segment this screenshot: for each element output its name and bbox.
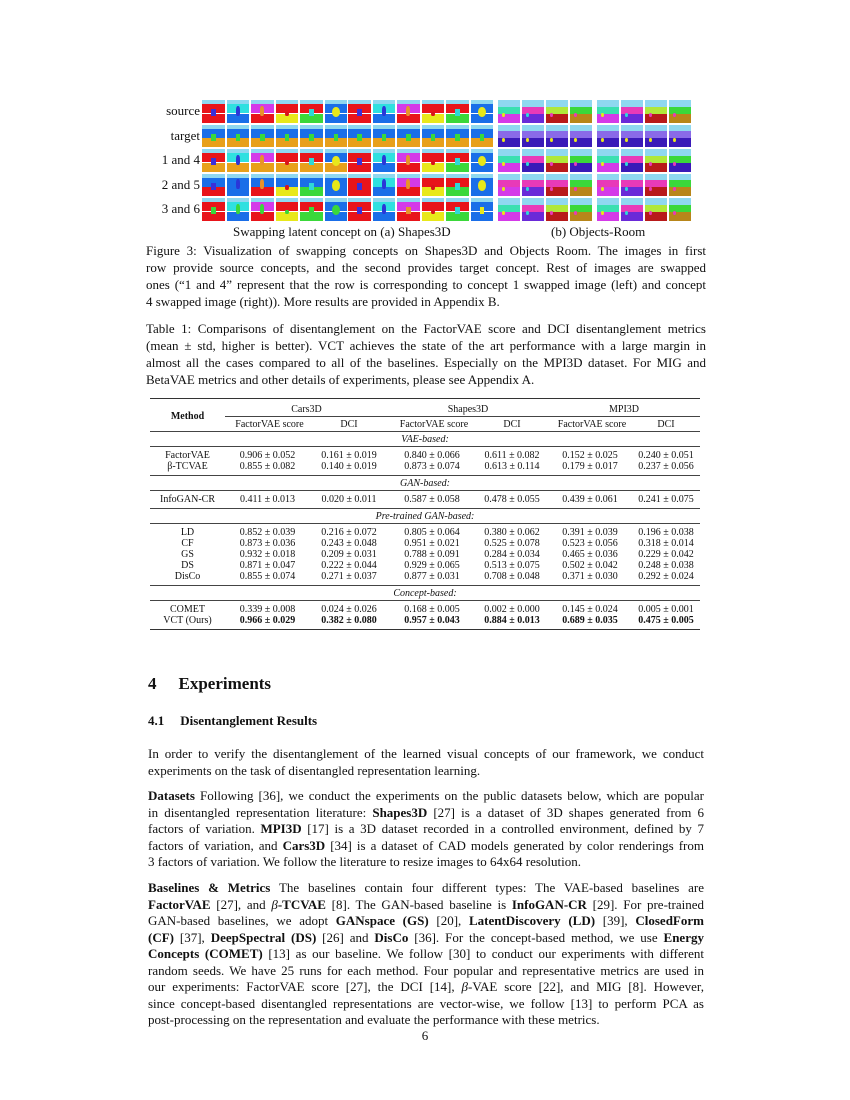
figure-thumbnail [251, 125, 274, 148]
caption-line: almost all the cases compared to all of the baselines. Especially on the MPI3D dataset. For MIG and [146, 355, 706, 370]
figure-thumbnail [471, 149, 494, 172]
paragraph-line [148, 963, 704, 980]
figure-thumbnail [373, 174, 396, 197]
value-cell: 0.788 ± 0.091 [404, 549, 460, 560]
figure-thumbnail [471, 125, 494, 148]
method-cell: COMET [150, 601, 225, 616]
figure-thumbnail [348, 198, 371, 221]
value-cell: 0.240 ± 0.051 [632, 447, 700, 462]
paragraph-intro [148, 746, 704, 779]
value-cell: 0.292 ± 0.024 [638, 571, 694, 582]
figure-thumbnail [325, 100, 348, 123]
figure-thumbnail [300, 149, 323, 172]
subsection-number: 4.1 [148, 713, 165, 728]
text-run: [13] as our baseline. We follow [30] to conduct our experiments with different [262, 946, 704, 961]
value-cell: 0.339 ± 0.008 [225, 601, 310, 616]
figure-thumbnail [227, 198, 250, 221]
figure-thumbnail [373, 100, 396, 123]
table-row [150, 461, 700, 476]
figure-thumbnail [498, 198, 520, 221]
figure-thumbnail [348, 174, 371, 197]
figure-thumbnail [276, 100, 299, 123]
paragraph-line [148, 1012, 704, 1029]
figure-thumbnail [597, 174, 619, 197]
subcaption-shapes3d: Swapping latent concept on (a) Shapes3D [233, 224, 451, 239]
table-1-caption [146, 320, 706, 388]
figure-thumbnail [422, 198, 445, 221]
value-cell: 0.140 ± 0.019 [321, 461, 377, 472]
table-section-header [150, 476, 700, 491]
figure-thumbnail [522, 100, 544, 123]
figure-thumbnail [669, 149, 691, 172]
value-cell: 0.152 ± 0.025 [548, 447, 632, 462]
figure-thumbnail [597, 125, 619, 148]
table-row [150, 601, 700, 616]
figure-thumbnail [202, 125, 225, 148]
figure-thumbnail [300, 198, 323, 221]
shapes3d-image-grid-left [202, 100, 347, 221]
table-header-datasets [150, 399, 700, 417]
caption-line: ones (“1 and 4” represent that the row is corresponding to concept 1 swapped image (left) and concept [146, 277, 706, 292]
figure-thumbnail [669, 198, 691, 221]
text-run: [26] and [316, 929, 375, 945]
table-row [150, 447, 700, 462]
value-cell: 0.002 ± 0.000 [476, 601, 548, 616]
text-run: GAN-based baselines, we adopt [148, 913, 336, 928]
text-run: [36]. For the concept-based method, we use [408, 929, 664, 945]
value-cell: 0.478 ± 0.055 [476, 491, 548, 509]
metric-header: FactorVAE score [548, 417, 632, 432]
paragraph-line [148, 821, 704, 838]
figure-thumbnail [325, 174, 348, 197]
text-run: [27] is a dataset of 3D shapes generated from 6 [427, 804, 705, 820]
metric-header: DCI [476, 417, 548, 432]
value-cell: 0.587 ± 0.058 [388, 491, 476, 509]
paragraph-datasets [148, 788, 704, 871]
bold-term: Energy [663, 929, 704, 945]
text-run: The baselines contain four different types: The VAE-based baselines are [270, 880, 704, 895]
caption-line: (mean ± std, higher is better). VCT achieves the state of the art performance with a large margin in [146, 338, 706, 353]
paragraph-line [148, 996, 704, 1013]
figure-thumbnail [251, 174, 274, 197]
figure-thumbnail [645, 149, 667, 172]
figure-thumbnail [546, 198, 568, 221]
text-run: factors of variation. [148, 821, 261, 836]
text-run: in disentangled representation literature: [148, 804, 373, 820]
figure-thumbnail [645, 125, 667, 148]
value-cell: 0.439 ± 0.061 [548, 491, 632, 509]
figure-thumbnail [446, 198, 469, 221]
paragraph-line [148, 979, 704, 996]
figure-thumbnail [570, 125, 592, 148]
bold-term: Cars3D [282, 837, 326, 853]
figure-thumbnail [276, 149, 299, 172]
subcaption-objects-room: (b) Objects-Room [551, 224, 646, 239]
dataset-header-shapes3d: Shapes3D [447, 403, 489, 415]
figure-thumbnail [373, 125, 396, 148]
paragraph-line [148, 788, 704, 805]
value-cell: 0.229 ± 0.042 [638, 549, 694, 560]
text-run: [27], and [210, 896, 272, 912]
figure-thumbnail [645, 198, 667, 221]
value-cell: 0.005 ± 0.001 [632, 601, 700, 616]
value-cell: 0.689 ± 0.035 [548, 615, 632, 630]
subsection-title: Disentanglement Results [180, 713, 318, 728]
figure-thumbnail [546, 149, 568, 172]
objects-room-image-grid-left [498, 100, 592, 221]
value-cell: 0.840 ± 0.066 [388, 447, 476, 462]
text-run: [37], [174, 929, 211, 945]
figure-thumbnail [597, 149, 619, 172]
method-cell: GS [181, 549, 194, 560]
value-cell: 0.209 ± 0.031 [321, 549, 377, 560]
figure-thumbnail [422, 149, 445, 172]
figure-thumbnail [471, 100, 494, 123]
bold-term: Datasets [148, 788, 195, 803]
value-cell: 0.932 ± 0.018 [239, 549, 296, 560]
figure-thumbnail [397, 149, 420, 172]
figure-thumbnail [373, 198, 396, 221]
method-cell: InfoGAN-CR [150, 491, 225, 509]
value-cell: 0.906 ± 0.052 [225, 447, 310, 462]
caption-line: Figure 3: Visualization of swapping concepts on Shapes3D and Objects Room. The images in first [146, 243, 706, 258]
figure-thumbnail [348, 125, 371, 148]
bold-term: (CF) [148, 929, 174, 945]
value-cell: 0.871 ± 0.047 [239, 560, 296, 571]
paragraph-line [148, 913, 704, 930]
figure-thumbnail [522, 125, 544, 148]
table-row [150, 524, 700, 539]
text-run: factors of variation, and [148, 837, 283, 853]
value-cell: 0.873 ± 0.074 [404, 461, 460, 472]
value-cell: 0.852 ± 0.039 [225, 524, 310, 539]
method-cell: LD [150, 524, 225, 539]
figure-thumbnail [373, 149, 396, 172]
table-section-header [150, 586, 700, 601]
value-cell: 0.382 ± 0.080 [310, 615, 388, 630]
value-cell: 0.161 ± 0.019 [310, 447, 388, 462]
figure-thumbnail [522, 198, 544, 221]
paragraph-line [148, 930, 704, 947]
text-run: [34] is a dataset of CAD models generated by color renderings from [325, 837, 704, 853]
text-run: [8]. The GAN-based baseline is [325, 896, 512, 912]
dataset-header-cars3d: Cars3D [291, 403, 322, 415]
text-run: since concept-based disentangled representations are vector-wise, we follow [13] to perform PCA as [148, 995, 704, 1011]
figure-row-label: target [170, 127, 200, 143]
bold-term: Concepts (COMET) [148, 946, 263, 961]
section-title: Concept-based: [150, 586, 700, 601]
figure-thumbnail [621, 149, 643, 172]
value-cell: 0.929 ± 0.065 [404, 560, 460, 571]
figure-thumbnail [446, 174, 469, 197]
text-run: 3 factors of variation. We follow the literature to resize images to 64x64 resolution. [148, 854, 582, 869]
figure-row-label: source [166, 103, 200, 118]
value-cell: 0.502 ± 0.042 [562, 560, 618, 571]
figure-thumbnail [621, 125, 643, 148]
figure-row-label: 3 and 6 [161, 201, 200, 216]
figure-thumbnail [498, 174, 520, 197]
figure-thumbnail [570, 174, 592, 197]
figure-thumbnail [498, 149, 520, 172]
figure-thumbnail [251, 100, 274, 123]
value-cell: 0.020 ± 0.011 [310, 491, 388, 509]
figure-thumbnail [645, 100, 667, 123]
text-run: [20], [428, 913, 469, 928]
text-run: β [271, 896, 278, 912]
value-cell: 0.145 ± 0.024 [548, 601, 632, 616]
table-row [150, 560, 700, 571]
value-cell: 0.613 ± 0.114 [484, 461, 540, 472]
figure-thumbnail [669, 174, 691, 197]
figure-thumbnail [251, 198, 274, 221]
section-title: Pre-trained GAN-based: [150, 509, 700, 524]
figure-thumbnail [227, 100, 250, 123]
figure-thumbnail [471, 174, 494, 197]
figure-thumbnail [669, 125, 691, 148]
figure-thumbnail [202, 198, 225, 221]
figure-thumbnail [202, 100, 225, 123]
caption-line: 4 swapped image (right)). More results are provided in Appendix B. [146, 294, 500, 309]
method-cell: DS [181, 560, 194, 571]
table-1 [150, 398, 700, 630]
metric-header: DCI [310, 417, 388, 432]
value-cell: 0.855 ± 0.074 [239, 571, 296, 582]
table-row [150, 571, 700, 586]
figure-thumbnail [227, 125, 250, 148]
value-cell: 0.248 ± 0.038 [638, 560, 694, 571]
figure-thumbnail [348, 149, 371, 172]
value-cell: 0.611 ± 0.082 [476, 447, 548, 462]
text-run: -VAE score [22], and MIG [8]. However, [468, 979, 704, 994]
value-cell: 0.957 ± 0.043 [388, 615, 476, 630]
metric-header: FactorVAE score [225, 417, 310, 432]
figure-thumbnail [300, 100, 323, 123]
figure-thumbnail [570, 149, 592, 172]
figure-thumbnail [546, 125, 568, 148]
value-cell: 0.523 ± 0.056 [562, 538, 618, 549]
method-cell: CF [181, 538, 194, 549]
figure-thumbnail [621, 100, 643, 123]
table-section-header [150, 432, 700, 447]
figure-thumbnail [522, 149, 544, 172]
table-row [150, 549, 700, 560]
figure-thumbnail [276, 198, 299, 221]
bold-term: DeepSpectral (DS) [210, 929, 317, 945]
figure-thumbnail [276, 125, 299, 148]
figure-thumbnail [397, 198, 420, 221]
objects-room-image-grid-right [597, 100, 691, 221]
bold-term: GANspace (GS) [335, 913, 429, 928]
bold-term: InfoGAN-CR [511, 896, 587, 912]
value-cell: 0.475 ± 0.005 [632, 615, 700, 630]
figure-thumbnail [446, 149, 469, 172]
figure-thumbnail [645, 174, 667, 197]
figure-thumbnail [348, 100, 371, 123]
table-row [150, 615, 700, 630]
value-cell: 0.708 ± 0.048 [484, 571, 540, 582]
text-run: β [461, 979, 468, 994]
figure-thumbnail [522, 174, 544, 197]
bold-term: Baselines & Metrics [148, 880, 271, 895]
value-cell: 0.951 ± 0.021 [404, 538, 460, 549]
page-number: 6 [421, 1028, 429, 1043]
paragraph-line [148, 854, 704, 871]
method-column-header: Method [170, 411, 205, 422]
figure-thumbnail [325, 125, 348, 148]
value-cell: 0.222 ± 0.044 [321, 560, 377, 571]
value-cell: 0.237 ± 0.056 [638, 461, 694, 472]
value-cell: 0.805 ± 0.064 [388, 524, 476, 539]
value-cell: 0.465 ± 0.036 [562, 549, 618, 560]
metric-header: FactorVAE score [388, 417, 476, 432]
figure-thumbnail [621, 174, 643, 197]
bold-term: ClosedForm [635, 913, 704, 928]
text-run: Following [36], we conduct the experiments on the public datasets below, which are popular [194, 788, 704, 803]
figure-row-label: 2 and 5 [161, 176, 200, 192]
bold-term: MPI3D [260, 821, 302, 836]
table-row [150, 538, 700, 549]
table-header-metrics [150, 417, 700, 432]
method-cell: FactorVAE [150, 447, 225, 462]
value-cell: 0.371 ± 0.030 [562, 571, 618, 582]
value-cell: 0.318 ± 0.014 [638, 538, 694, 549]
paragraph-line [148, 838, 704, 855]
figure-thumbnail [325, 198, 348, 221]
table-section-header [150, 509, 700, 524]
value-cell: 0.168 ± 0.005 [388, 601, 476, 616]
value-cell: 0.513 ± 0.075 [484, 560, 540, 571]
value-cell: 0.196 ± 0.038 [632, 524, 700, 539]
section-title: GAN-based: [150, 476, 700, 491]
section-heading [148, 674, 271, 694]
bold-term: FactorVAE [148, 896, 211, 912]
figure-thumbnail [597, 100, 619, 123]
text-run: [39], [595, 913, 636, 928]
paragraph-baselines-metrics [148, 880, 704, 1029]
text-run: In order to verify the disentanglement of the learned visual concepts of our framework, we conduct [148, 746, 704, 761]
figure-thumbnail [325, 149, 348, 172]
text-run: [29]. For pre-trained [586, 896, 704, 912]
value-cell: 0.243 ± 0.048 [321, 538, 377, 549]
paragraph-line [148, 880, 704, 897]
paragraph-line [148, 805, 704, 822]
figure-thumbnail [498, 100, 520, 123]
figure-thumbnail [570, 100, 592, 123]
value-cell: 0.525 ± 0.078 [484, 538, 540, 549]
bold-term: Shapes3D [372, 804, 428, 820]
section-title: VAE-based: [150, 432, 700, 447]
caption-line: Table 1: Comparisons of disentanglement on the FactorVAE score and DCI disentanglement metrics [146, 321, 706, 336]
figure-thumbnail [546, 100, 568, 123]
figure-thumbnail [202, 149, 225, 172]
figure-3-caption [146, 242, 706, 310]
figure-thumbnail [446, 100, 469, 123]
figure-thumbnail [546, 174, 568, 197]
value-cell: 0.271 ± 0.037 [321, 571, 377, 582]
figure-thumbnail [570, 198, 592, 221]
value-cell: 0.877 ± 0.031 [404, 571, 460, 582]
value-cell: 0.024 ± 0.026 [310, 601, 388, 616]
value-cell: 0.380 ± 0.062 [476, 524, 548, 539]
caption-line: row provide source concepts, and the second provides target concept. Rest of images are swapped [146, 260, 706, 275]
text-run: random seeds. We have 25 runs for each method. Four popular and representative metrics are used in [148, 962, 704, 978]
figure-thumbnail [300, 174, 323, 197]
value-cell: 0.284 ± 0.034 [484, 549, 540, 560]
figure-thumbnail [397, 125, 420, 148]
figure-thumbnail [422, 174, 445, 197]
value-cell: 0.411 ± 0.013 [225, 491, 310, 509]
dataset-header-mpi3d: MPI3D [608, 403, 639, 415]
figure-thumbnail [422, 100, 445, 123]
table-row [150, 491, 700, 509]
figure-thumbnail [300, 125, 323, 148]
value-cell: 0.391 ± 0.039 [548, 524, 632, 539]
value-cell: 0.179 ± 0.017 [562, 461, 618, 472]
figure-thumbnail [397, 100, 420, 123]
value-cell: 0.873 ± 0.036 [239, 538, 296, 549]
paragraph-line [148, 897, 704, 914]
method-cell: β-TCVAE [167, 461, 208, 472]
figure-thumbnail [202, 174, 225, 197]
figure-thumbnail [446, 125, 469, 148]
section-number: 4 [148, 674, 157, 693]
paragraph-line [148, 746, 704, 763]
value-cell: 0.884 ± 0.013 [476, 615, 548, 630]
value-cell: 0.966 ± 0.029 [225, 615, 310, 630]
figure-thumbnail [227, 149, 250, 172]
figure-thumbnail [471, 198, 494, 221]
figure-thumbnail [422, 125, 445, 148]
text-run: our experiments: FactorVAE score [27], the DCI [14], [148, 979, 462, 994]
paragraph-line [148, 763, 704, 780]
text-run: post-processing on the representation and evaluate the performance with these metrics. [148, 1012, 600, 1027]
value-cell: 0.855 ± 0.082 [239, 461, 296, 472]
shapes3d-image-grid-right [348, 100, 493, 221]
bold-term: LatentDiscovery (LD) [468, 913, 596, 928]
method-cell: DisCo [174, 571, 201, 582]
text-run: [17] is a 3D dataset recorded in a controlled environment, defined by 7 [301, 821, 704, 836]
figure-3 [150, 100, 710, 225]
text-run: experiments on the task of disentangled representation learning. [148, 762, 481, 778]
subsection-heading [148, 713, 317, 729]
figure-thumbnail [397, 174, 420, 197]
value-cell: 0.216 ± 0.072 [310, 524, 388, 539]
metric-header: DCI [632, 417, 700, 432]
method-cell: VCT (Ours) [150, 615, 225, 630]
value-cell: 0.241 ± 0.075 [632, 491, 700, 509]
bold-term: DisCo [374, 929, 409, 945]
figure-thumbnail [251, 149, 274, 172]
section-title: Experiments [178, 674, 272, 693]
figure-thumbnail [227, 174, 250, 197]
figure-thumbnail [669, 100, 691, 123]
figure-thumbnail [597, 198, 619, 221]
figure-row-label: 1 and 4 [161, 152, 200, 167]
figure-thumbnail [621, 198, 643, 221]
caption-line: BetaVAE metrics and other details of experiments, please see Appendix A. [146, 372, 535, 387]
figure-thumbnail [276, 174, 299, 197]
figure-thumbnail [498, 125, 520, 148]
bold-term: -TCVAE [277, 896, 326, 912]
paragraph-line [148, 946, 704, 963]
